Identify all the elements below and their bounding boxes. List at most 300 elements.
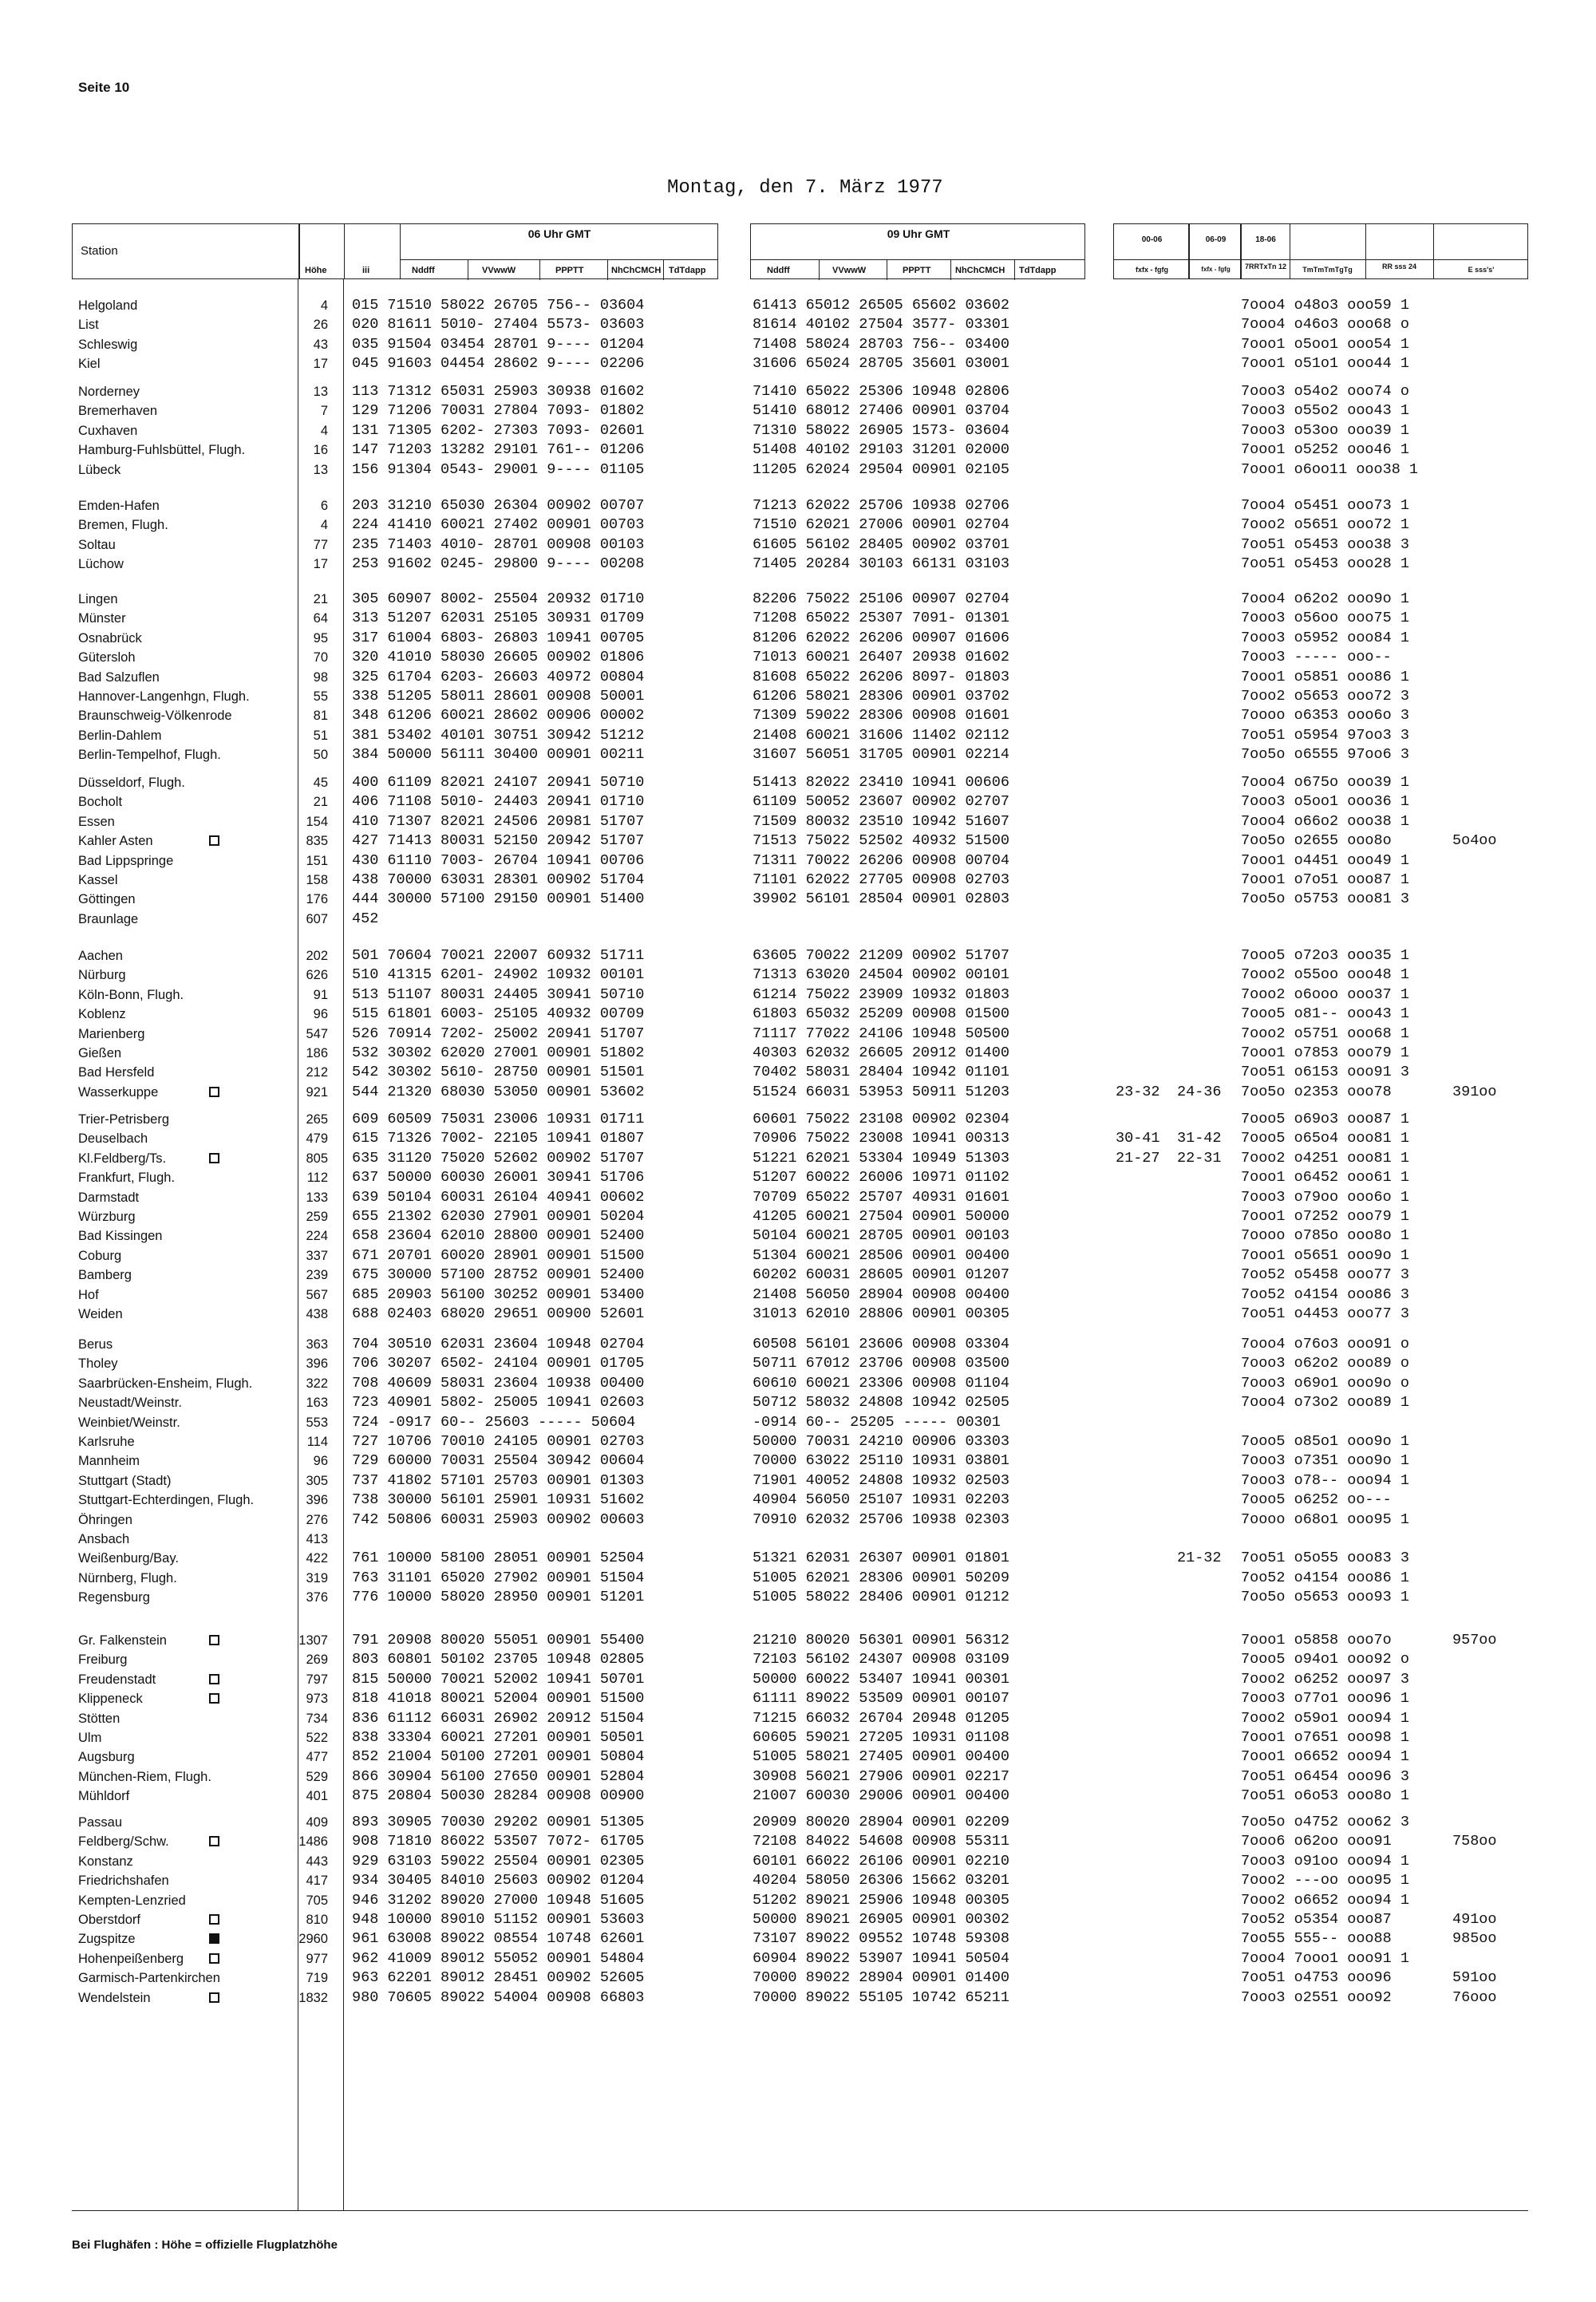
obs-1806: 7oo5o o2655 ooo8o: [1241, 832, 1392, 850]
station-height: 163: [306, 1396, 328, 1411]
date-line: Montag, den 7. März 1977: [667, 177, 943, 199]
station-height: 265: [306, 1112, 328, 1127]
obs-1806: 7ooo1 o7252 ooo79 1: [1241, 1208, 1409, 1225]
station-name: Tholey: [78, 1356, 118, 1372]
obs-06: 675 30000 57100 28752 00901 52400: [352, 1266, 645, 1284]
obs-06: 727 10706 70010 24105 00901 02703: [352, 1433, 645, 1450]
obs-09: 81608 65022 26206 8097- 01803: [753, 668, 1009, 685]
obs-1806: 7oo51 o6153 ooo91 3: [1241, 1064, 1409, 1081]
obs-06: 348 61206 60021 28602 00906 00002: [352, 707, 645, 725]
obs-09: 71213 62022 25706 10938 02706: [753, 497, 1009, 514]
station-height: 239: [306, 1268, 328, 1283]
obs-1806: 7ooo4 o48o3 ooo59 1: [1241, 297, 1409, 314]
obs-09: 50000 89021 26905 00901 00302: [753, 1911, 1009, 1928]
obs-09: 70000 89022 28904 00901 01400: [753, 1969, 1009, 1987]
obs-09: 51408 40102 29103 31201 02000: [753, 441, 1009, 459]
station-height: 96: [313, 1454, 328, 1469]
station-height: 276: [306, 1512, 328, 1527]
obs-09: 21007 60030 29006 00901 00400: [753, 1787, 1009, 1805]
obs-06: 791 20908 80020 55051 00901 55400: [352, 1632, 645, 1649]
column-rule-height-right: [343, 279, 344, 2210]
station-height: 553: [306, 1415, 328, 1430]
obs-1806: 7ooo5 o72o3 ooo35 1: [1241, 947, 1409, 964]
station-height: 55: [313, 689, 328, 704]
obs-1806: 7ooo2 o59o1 ooo94 1: [1241, 1709, 1409, 1727]
station-name: Ulm: [78, 1731, 102, 1745]
obs-09: 71117 77022 24106 10948 50500: [753, 1025, 1009, 1042]
obs-1806: 7ooo3 o53oo ooo39 1: [1241, 421, 1409, 439]
snow-value: 591oo: [1452, 1969, 1497, 1987]
station-name: Braunlage: [78, 911, 139, 926]
station-name: Garmisch-Partenkirchen: [78, 1971, 220, 1986]
obs-06: 836 61112 66031 26902 20912 51504: [352, 1709, 645, 1727]
obs-09: 71215 66032 26704 20948 01205: [753, 1709, 1009, 1727]
obs-06: 763 31101 65020 27902 00901 51504: [352, 1569, 645, 1586]
header-06-col-3: PPPTT: [555, 266, 584, 275]
obs-1806: 7ooo2 o5751 ooo68 1: [1241, 1025, 1409, 1042]
obs-09: 60601 75022 23108 00902 02304: [753, 1111, 1009, 1127]
header-09-group: [750, 223, 1085, 279]
station-height: 567: [306, 1287, 328, 1302]
obs-1806: 7oooo o68o1 ooo95 1: [1241, 1510, 1409, 1528]
obs-06: 708 40609 58031 23604 10938 00400: [352, 1374, 645, 1392]
obs-06: 908 71810 86022 53507 7072- 61705: [352, 1833, 645, 1850]
obs-06: 406 71108 5010- 24403 20941 01710: [352, 793, 645, 811]
obs-1806: 7oo51 o4453 ooo77 3: [1241, 1305, 1409, 1322]
station-marker-icon: [209, 1933, 219, 1944]
station-height: 477: [306, 1750, 328, 1765]
station-name: Berlin-Tempelhof, Flugh.: [78, 748, 221, 763]
obs-09: 70910 62032 25706 10938 02303: [753, 1510, 1009, 1528]
obs-1806: 7ooo5 o94o1 ooo92 o: [1241, 1651, 1409, 1668]
station-name: Helgoland: [78, 298, 138, 313]
obs-06: 325 61704 6203- 26603 40972 00804: [352, 668, 645, 685]
obs-06: 852 21004 50100 27201 00901 50804: [352, 1748, 645, 1766]
station-height: 2960: [298, 1932, 328, 1947]
obs-06: 156 91304 0543- 29001 9---- 01105: [352, 460, 645, 478]
station-height: 376: [306, 1590, 328, 1605]
obs-1806: 7oo51 o4753 ooo96: [1241, 1969, 1392, 1987]
obs-09: 61413 65012 26505 65602 03602: [753, 297, 1009, 314]
station-name: Bad Lippspringe: [78, 853, 174, 868]
station-name: Köln-Bonn, Flugh.: [78, 987, 184, 1002]
station-height: 396: [306, 1493, 328, 1508]
header-06-col-5: TdTdapp: [669, 266, 706, 275]
station-height: 176: [306, 892, 328, 907]
station-name: Lübeck: [78, 462, 121, 477]
obs-06: 320 41010 58030 26605 00902 01806: [352, 649, 645, 666]
obs-09: 41205 60021 27504 00901 50000: [753, 1208, 1009, 1225]
station-marker-icon: [209, 835, 219, 846]
station-height: 158: [306, 873, 328, 887]
obs-06: 946 31202 89020 27000 10948 51605: [352, 1891, 645, 1909]
obs-1806: 7ooo3 o77o1 ooo96 1: [1241, 1690, 1409, 1708]
station-name: Kassel: [78, 873, 118, 887]
station-height: 98: [313, 669, 328, 685]
station-name: Frankfurt, Flugh.: [78, 1171, 176, 1186]
header-09-col-2: VVwwW: [832, 266, 867, 275]
station-marker-icon: [209, 1693, 219, 1704]
header-06-col-4: NhChCMCH: [611, 266, 662, 275]
station-name: Berlin-Dahlem: [78, 728, 162, 743]
obs-09: 60605 59021 27205 10931 01108: [753, 1729, 1009, 1746]
station-marker-icon: [209, 1836, 219, 1846]
station-name: Feldberg/Schw.: [78, 1834, 169, 1850]
obs-1806: 7ooo1 o7651 ooo98 1: [1241, 1729, 1409, 1746]
obs-1806: 7ooo1 o6652 ooo94 1: [1241, 1748, 1409, 1766]
obs-09: 21210 80020 56301 00901 56312: [753, 1632, 1009, 1649]
station-name: Freiburg: [78, 1652, 128, 1668]
obs-09: 71509 80032 23510 10942 51607: [753, 812, 1009, 830]
obs-09: 61803 65032 25209 00908 01500: [753, 1005, 1009, 1023]
station-name: Bremen, Flugh.: [78, 518, 168, 533]
obs-06: 427 71413 80031 52150 20942 51707: [352, 832, 645, 850]
obs-09: 51410 68012 27406 00901 03704: [753, 402, 1009, 420]
obs-06: 742 50806 60031 25903 00902 00603: [352, 1510, 645, 1528]
snow-value: 76ooo: [1452, 1988, 1497, 2006]
obs-1806: 7ooo4 o66o2 ooo38 1: [1241, 812, 1409, 830]
header-0609-sub: fxfx - fgfg: [1201, 266, 1231, 273]
station-marker-icon: [209, 1992, 219, 2003]
station-height: 305: [306, 1473, 328, 1488]
obs-1806: 7ooo5 o65o4 ooo81 1: [1241, 1130, 1409, 1147]
obs-09: 70000 63022 25110 10931 03801: [753, 1452, 1009, 1470]
station-name: Berus: [78, 1337, 113, 1352]
station-name: Stuttgart-Echterdingen, Flugh.: [78, 1493, 255, 1508]
obs-06: 313 51207 62031 25105 30931 01709: [352, 610, 645, 627]
obs-1806: 7oo5o o5753 ooo81 3: [1241, 890, 1409, 908]
station-height: 186: [306, 1046, 328, 1060]
obs-06: 738 30000 56101 25901 10931 51602: [352, 1491, 645, 1509]
station-name: Nürnberg, Flugh.: [78, 1570, 177, 1585]
station-name: Norderney: [78, 385, 140, 399]
obs-1806: 7ooo3 o62o2 ooo89 o: [1241, 1355, 1409, 1372]
station-marker-icon: [209, 1635, 219, 1645]
obs-09: 70709 65022 25707 40931 01601: [753, 1188, 1009, 1206]
obs-1806: 7ooo2 o5653 ooo72 3: [1241, 688, 1409, 705]
obs-06: 410 71307 82021 24506 20981 51707: [352, 812, 645, 830]
obs-06: 203 31210 65030 26304 00902 00707: [352, 497, 645, 514]
station-height: 43: [313, 337, 328, 352]
header-0006-group: [1113, 223, 1189, 279]
obs-1806: 7oooo o6353 ooo6o 3: [1241, 707, 1409, 725]
snow-value: 957oo: [1452, 1632, 1497, 1649]
obs-06: 035 91504 03454 28701 9---- 01204: [352, 335, 645, 353]
obs-1806: 7ooo2 o55oo ooo48 1: [1241, 966, 1409, 984]
obs-1806: 7oo5o o5653 ooo93 1: [1241, 1589, 1409, 1606]
obs-06: 381 53402 40101 30751 30942 51212: [352, 726, 645, 744]
obs-1806: 7oo5o o6555 97oo6 3: [1241, 746, 1409, 764]
obs-09: 50711 67012 23706 00908 03500: [753, 1355, 1009, 1372]
station-name: Bad Hersfeld: [78, 1065, 155, 1080]
header-0609-title: 06-09: [1205, 235, 1227, 244]
station-name: Essen: [78, 814, 115, 829]
station-height: 977: [306, 1951, 328, 1966]
obs-06: 655 21302 62030 27901 00901 50204: [352, 1208, 645, 1225]
header-1806-sub4: E sss's': [1468, 266, 1495, 274]
obs-1806: 7ooo5 o6252 oo---: [1241, 1491, 1392, 1509]
obs-06: 513 51107 80031 24405 30941 50710: [352, 985, 645, 1003]
obs-1806: 7oo52 o5458 ooo77 3: [1241, 1266, 1409, 1284]
obs-06: 147 71203 13282 29101 761-- 01206: [352, 441, 645, 459]
station-height: 17: [313, 557, 328, 572]
station-name: München-Riem, Flugh.: [78, 1769, 211, 1784]
obs-1806: 7ooo4 7ooo1 ooo91 1: [1241, 1949, 1409, 1967]
gust-0609: 21-32: [1177, 1550, 1222, 1567]
station-name: Koblenz: [78, 1007, 126, 1022]
obs-06: 776 10000 58020 28950 00901 51201: [352, 1589, 645, 1606]
obs-1806: 7ooo3 o69o1 ooo9o o: [1241, 1374, 1409, 1392]
obs-09: 51005 58021 27405 00901 00400: [753, 1748, 1009, 1766]
obs-1806: 7ooo3 o2551 ooo92: [1241, 1988, 1392, 2006]
obs-1806: 7ooo1 o6452 ooo61 1: [1241, 1169, 1409, 1187]
snow-value: 491oo: [1452, 1911, 1497, 1928]
station-name: Hohenpeißenberg: [78, 1951, 184, 1966]
station-height: 1307: [298, 1633, 328, 1648]
obs-1806: 7oo55 555-- ooo88: [1241, 1930, 1392, 1948]
snow-value: 5o4oo: [1452, 832, 1497, 850]
station-height: 322: [306, 1376, 328, 1391]
obs-1806: 7ooo3 o5oo1 ooo36 1: [1241, 793, 1409, 811]
station-height: 805: [306, 1151, 328, 1166]
station-height: 45: [313, 776, 328, 790]
obs-06: 671 20701 60020 28901 00901 51500: [352, 1246, 645, 1264]
station-name: Passau: [78, 1815, 123, 1830]
obs-1806: 7ooo1 o5858 ooo7o: [1241, 1632, 1392, 1649]
obs-1806: 7ooo1 o5252 ooo46 1: [1241, 441, 1409, 459]
obs-06: 305 60907 8002- 25504 20932 01710: [352, 590, 645, 607]
obs-1806: 7oo51 o6o53 ooo8o 1: [1241, 1787, 1409, 1805]
obs-09: 51005 62021 28306 00901 50209: [753, 1569, 1009, 1586]
obs-1806: 7ooo2 o6652 ooo94 1: [1241, 1891, 1409, 1909]
station-name: Kahler Asten: [78, 834, 153, 849]
station-marker-icon: [209, 1674, 219, 1684]
station-height: 363: [306, 1337, 328, 1352]
station-marker-icon: [209, 1953, 219, 1964]
obs-1806: 7ooo3 o7351 ooo9o 1: [1241, 1452, 1409, 1470]
obs-09: 39902 56101 28504 00901 02803: [753, 890, 1009, 908]
station-name: Münster: [78, 611, 126, 626]
obs-09: 70402 58031 28404 10942 01101: [753, 1064, 1009, 1081]
obs-09: 70000 89022 55105 10742 65211: [753, 1988, 1009, 2006]
station-name: Bad Kissingen: [78, 1229, 163, 1244]
obs-06: 510 41315 6201- 24902 10932 00101: [352, 966, 645, 984]
station-height: 1486: [298, 1834, 328, 1850]
station-height: 21: [313, 592, 328, 606]
obs-09: -0914 60-- 25205 ----- 00301: [753, 1413, 1001, 1431]
obs-06: 129 71206 70031 27804 7093- 01802: [352, 402, 645, 420]
station-name: Deuselbach: [78, 1131, 148, 1147]
obs-06: 737 41802 57101 25703 00901 01303: [352, 1471, 645, 1489]
station-name: Hannover-Langenhgn, Flugh.: [78, 689, 250, 704]
station-height: 26: [313, 318, 328, 333]
obs-1806: 7ooo4 o73o2 ooo89 1: [1241, 1394, 1409, 1412]
obs-09: 51413 82022 23410 10941 00606: [753, 774, 1009, 791]
obs-06: 723 40901 5802- 25005 10941 02603: [352, 1394, 645, 1412]
header-06-col-2: VVwwW: [482, 266, 516, 275]
obs-09: 51321 62031 26307 00901 01801: [753, 1550, 1009, 1567]
obs-09: 60904 89022 53907 10941 50504: [753, 1949, 1009, 1967]
obs-09: 31607 56051 31705 00901 02214: [753, 746, 1009, 764]
obs-09: 31013 62010 28806 00901 00305: [753, 1305, 1009, 1322]
obs-1806: 7ooo5 o85o1 ooo9o 1: [1241, 1433, 1409, 1450]
header-1806-title: 18-06: [1255, 235, 1276, 244]
obs-1806: 7ooo4 o675o ooo39 1: [1241, 774, 1409, 791]
header-06-title: 06 Uhr GMT: [527, 227, 591, 240]
obs-06: 980 70605 89022 54004 00908 66803: [352, 1988, 645, 2006]
obs-1806: 7ooo3 o55o2 ooo43 1: [1241, 402, 1409, 420]
obs-1806: 7oo5o o4752 ooo62 3: [1241, 1814, 1409, 1830]
page-label: Seite 10: [78, 80, 130, 95]
table-bottom-rule: [72, 2210, 1528, 2211]
obs-09: 71101 62022 27705 00908 02703: [753, 871, 1009, 888]
obs-06: 639 50104 60031 26104 40941 00602: [352, 1188, 645, 1206]
obs-06: 875 20804 50030 28284 00908 00900: [352, 1787, 645, 1805]
obs-09: 51304 60021 28506 00901 00400: [753, 1246, 1009, 1264]
station-name: Würzburg: [78, 1210, 136, 1224]
obs-06: 045 91603 04454 28602 9---- 02206: [352, 355, 645, 373]
station-height: 64: [313, 611, 328, 626]
gust-0006: 21-27: [1116, 1149, 1160, 1167]
obs-1806: 7ooo2 o4251 ooo81 1: [1241, 1149, 1409, 1167]
obs-1806: 7ooo1 o7853 ooo79 1: [1241, 1044, 1409, 1061]
station-height: 112: [306, 1171, 328, 1186]
obs-1806: 7ooo3 o78-- ooo94 1: [1241, 1471, 1409, 1489]
station-name: Marienberg: [78, 1026, 145, 1041]
obs-1806: 7ooo2 o6ooo ooo37 1: [1241, 985, 1409, 1003]
obs-06: 515 61801 6003- 25105 40932 00709: [352, 1005, 645, 1023]
station-name: Mühldorf: [78, 1789, 130, 1804]
obs-1806: 7ooo3 o54o2 ooo74 o: [1241, 383, 1409, 400]
obs-09: 63605 70022 21209 00902 51707: [753, 947, 1009, 964]
station-height: 6: [320, 499, 328, 513]
obs-09: 71310 58022 26905 1573- 03604: [753, 421, 1009, 439]
station-height: 396: [306, 1356, 328, 1372]
obs-09: 71513 75022 52502 40932 51500: [753, 832, 1009, 850]
station-name: Coburg: [78, 1248, 122, 1263]
station-name: Osnabrück: [78, 630, 142, 646]
station-name: Saarbrücken-Ensheim, Flugh.: [78, 1376, 253, 1391]
station-name: Nürburg: [78, 968, 126, 983]
obs-09: 60202 60031 28605 00901 01207: [753, 1266, 1009, 1284]
station-height: 479: [306, 1131, 328, 1147]
obs-09: 61111 89022 53509 00901 00107: [753, 1690, 1009, 1708]
obs-09: 71311 70022 26206 00908 00704: [753, 851, 1009, 869]
obs-09: 20909 80020 28904 00901 02209: [753, 1814, 1009, 1830]
obs-1806: 7ooo3 o56oo ooo75 1: [1241, 610, 1409, 627]
station-name: Weiden: [78, 1307, 123, 1321]
obs-1806: 7oo51 o5453 ooo28 1: [1241, 555, 1409, 573]
footnote: Bei Flughäfen : Höhe = offizielle Flugplatzhöhe: [72, 2238, 338, 2252]
obs-06: 253 91602 0245- 29800 9---- 00208: [352, 555, 645, 573]
obs-1806: 7ooo4 o46o3 ooo68 o: [1241, 316, 1409, 334]
station-height: 409: [306, 1815, 328, 1830]
header-1806-sub3: RR sss 24: [1381, 263, 1417, 270]
station-name: Aachen: [78, 949, 123, 963]
station-height: 4: [320, 298, 328, 313]
station-name: Bad Salzuflen: [78, 669, 160, 685]
gust-0609: 22-31: [1177, 1149, 1222, 1167]
station-name: Kempten-Lenzried: [78, 1893, 186, 1908]
obs-06: 452: [352, 910, 379, 927]
obs-1806: 7oo51 o6454 ooo96 3: [1241, 1767, 1409, 1785]
station-name: Bamberg: [78, 1268, 132, 1283]
obs-06: 501 70604 70021 22007 60932 51711: [352, 947, 645, 964]
obs-09: 71405 20284 30103 66131 03103: [753, 555, 1009, 573]
gust-0609: 31-42: [1177, 1130, 1222, 1147]
station-name: Wasserkuppe: [78, 1084, 159, 1100]
obs-09: 51202 89021 25906 10948 00305: [753, 1891, 1009, 1909]
obs-09: 50000 70031 24210 00906 03303: [753, 1433, 1009, 1450]
obs-09: 73107 89022 09552 10748 59308: [753, 1930, 1009, 1948]
obs-06: 113 71312 65031 25903 30938 01602: [352, 383, 645, 400]
station-name: Wendelstein: [78, 1990, 151, 2005]
obs-09: 60610 60021 23306 00908 01104: [753, 1374, 1009, 1392]
obs-1806: 7ooo1 o6oo11 ooo38 1: [1241, 460, 1419, 478]
obs-09: 61605 56102 28405 00902 03701: [753, 535, 1009, 553]
header-09-col-4: NhChCMCH: [955, 266, 1005, 275]
obs-06: 637 50000 60030 26001 30941 51706: [352, 1169, 645, 1187]
obs-09: 72103 56102 24307 00908 03109: [753, 1651, 1009, 1668]
obs-06: 400 61109 82021 24107 20941 50710: [352, 774, 645, 791]
obs-1806: 7oooo o785o ooo8o 1: [1241, 1227, 1409, 1245]
station-marker-icon: [209, 1914, 219, 1925]
gust-0006: 23-32: [1116, 1083, 1160, 1100]
obs-09: 50712 58032 24808 10942 02505: [753, 1394, 1009, 1412]
obs-06: 685 20903 56100 30252 00901 53400: [352, 1285, 645, 1303]
station-name: Klippeneck: [78, 1692, 143, 1707]
snow-value: 391oo: [1452, 1083, 1497, 1100]
station-height: 133: [306, 1190, 328, 1205]
station-name: Stötten: [78, 1711, 120, 1726]
obs-09: 71510 62021 27006 00901 02704: [753, 516, 1009, 534]
station-name: Friedrichshafen: [78, 1874, 169, 1889]
station-name: List: [78, 318, 99, 333]
header-09-col-1: Nddff: [767, 266, 790, 275]
station-name: Soltau: [78, 537, 116, 552]
station-height: 417: [306, 1874, 328, 1889]
gust-0609: 24-36: [1177, 1083, 1222, 1100]
obs-09: 30908 56021 27906 00901 02217: [753, 1767, 1009, 1785]
station-name: Regensburg: [78, 1590, 150, 1605]
station-height: 337: [306, 1248, 328, 1263]
station-name: Gr. Falkenstein: [78, 1633, 167, 1648]
obs-06: 015 71510 58022 26705 756-- 03604: [352, 297, 645, 314]
station-height: 154: [306, 814, 328, 829]
header-station-box: [72, 223, 299, 279]
station-name: Trier-Petrisberg: [78, 1112, 169, 1127]
header-0609-group: [1189, 223, 1241, 279]
station-name: Lüchow: [78, 557, 124, 572]
header-0006-title: 00-06: [1141, 235, 1163, 244]
obs-06: 724 -0917 60-- 25603 ----- 50604: [352, 1413, 636, 1431]
header-0006-sub: fxfx - fgfg: [1136, 266, 1168, 274]
station-height: 734: [306, 1711, 328, 1726]
station-name: Augsburg: [78, 1750, 135, 1765]
obs-09: 71410 65022 25306 10948 02806: [753, 383, 1009, 400]
station-height: 114: [306, 1435, 328, 1449]
obs-06: 384 50000 56111 30400 00901 00211: [352, 746, 645, 764]
obs-1806: 7oo51 o5o55 ooo83 3: [1241, 1550, 1409, 1567]
station-name: Zugspitze: [78, 1932, 136, 1947]
station-height: 705: [306, 1893, 328, 1908]
obs-06: 704 30510 62031 23604 10948 02704: [352, 1336, 645, 1352]
station-name: Weinbiet/Weinstr.: [78, 1415, 180, 1430]
station-height: 626: [306, 968, 328, 983]
station-height: 810: [306, 1913, 328, 1927]
obs-06: 224 41410 60021 27402 00901 00703: [352, 516, 645, 534]
station-name: Öhringen: [78, 1512, 132, 1527]
